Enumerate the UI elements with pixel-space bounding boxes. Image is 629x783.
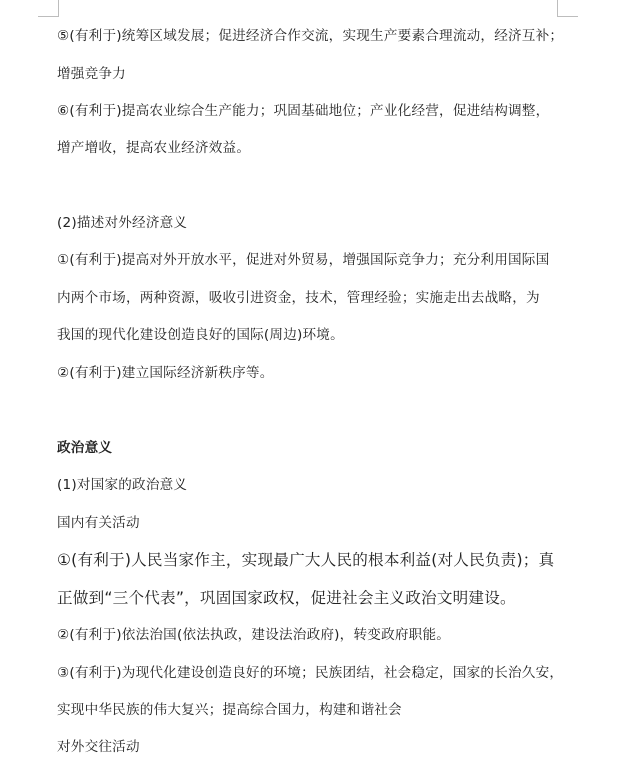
paragraph-line: 增产增收，提高农业经济效益。 [57,140,251,156]
paragraph-line: 国内有关活动 [57,515,140,531]
paragraph-line: ⑤(有利于)统筹区域发展；促进经济合作交流，实现生产要素合理流动，经济互补； [57,28,564,44]
page-corner-mark-right [557,0,578,17]
page-corner-mark-left [38,0,59,17]
section-subheading: (2)描述对外经济意义 [57,215,188,231]
paragraph-line: 增强竞争力 [57,66,126,82]
paragraph-line: 正做到“三个代表”，巩固国家政权，促进社会主义政治文明建设。 [57,589,516,607]
paragraph-line: ①(有利于)提高对外开放水平，促进对外贸易，增强国际竞争力；充分利用国际国 [57,252,550,268]
paragraph-line: ②(有利于)依法治国(依法执政，建设法治政府)，转变政府职能。 [57,627,451,643]
section-subheading: (1)对国家的政治意义 [57,477,188,493]
section-subheading: 对外交往活动 [57,739,140,755]
section-heading: 政治意义 [57,440,113,456]
paragraph-line: ②(有利于)建立国际经济新秩序等。 [57,365,274,381]
paragraph-line: ⑥(有利于)提高农业综合生产能力；巩固基础地位；产业化经营，促进结构调整， [57,103,550,119]
paragraph-line: 实现中华民族的伟大复兴；提高综合国力，构建和谐社会 [57,702,402,718]
paragraph-line: ③(有利于)为现代化建设创造良好的环境；民族团结，社会稳定，国家的长治久安， [57,665,564,681]
paragraph-line: 内两个市场，两种资源，吸收引进资金，技术，管理经验；实施走出去战略，为 [57,290,540,306]
paragraph-line: 我国的现代化建设创造良好的国际(周边)环境。 [57,327,344,343]
paragraph-line: ①(有利于)人民当家作主，实现最广大人民的根本利益(对人民负责)；真 [57,551,555,569]
